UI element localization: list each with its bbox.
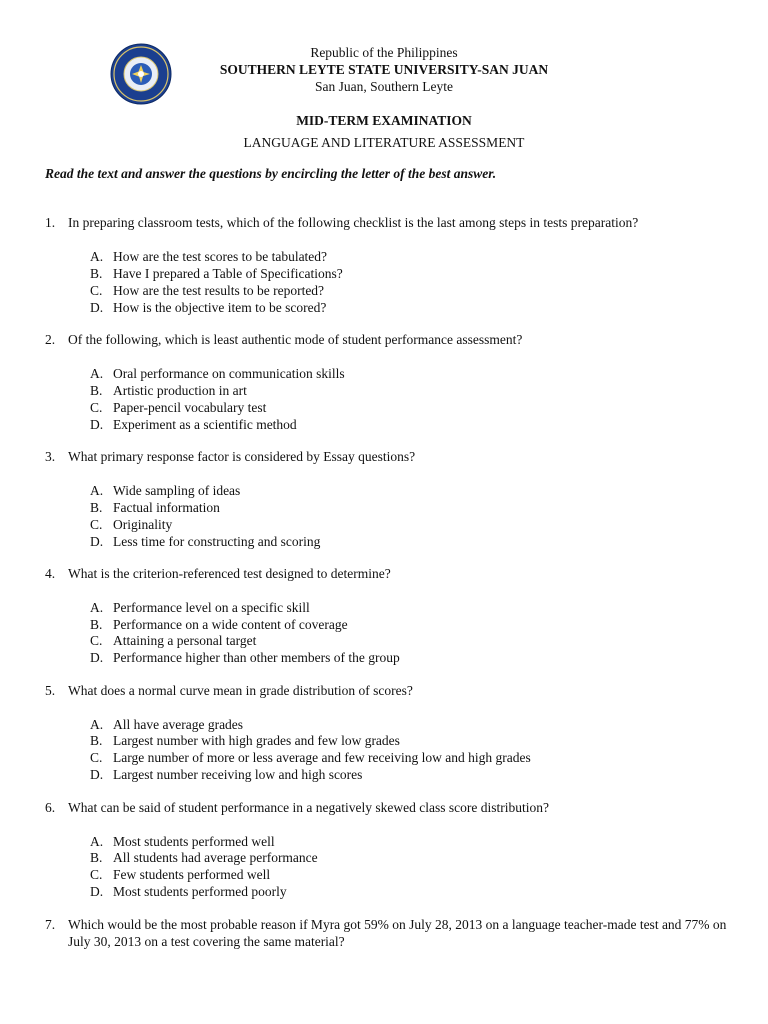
option-letter: D. [90,300,104,315]
option[interactable] [90,749,531,766]
option[interactable] [90,533,320,550]
option[interactable] [90,382,247,399]
question-number: 3. [45,449,56,464]
option[interactable] [90,365,345,382]
option[interactable] [90,482,240,499]
option[interactable] [90,265,343,282]
option-letter: A. [90,717,104,732]
option[interactable] [90,883,287,900]
option-text: Largest number receiving low and high scores [113,767,363,782]
option[interactable] [90,716,243,733]
question-stem: Which would be the most probable reason if Myra got 59% on July 28, 2013 on a language teacher-made test and 77% on July 30, 2013 on a test covering the same material? [68,917,727,949]
option[interactable] [90,632,256,649]
option-text: Originality [113,517,173,532]
question-stem: What does a normal curve mean in grade distribution of scores? [68,683,413,698]
option[interactable] [90,616,348,633]
option-letter: C. [90,867,103,882]
question-stem: What can be said of student performance in a negatively skewed class score distribution? [68,800,549,815]
option-letter: A. [90,483,104,498]
option-text: All have average grades [113,717,244,732]
option-text: Paper-pencil vocabulary test [113,400,267,415]
option-letter: C. [90,633,103,648]
option[interactable] [90,516,172,533]
question-stem: In preparing classroom tests, which of the following checklist is the last among steps in tests preparation? [68,215,639,230]
question-number: 6. [45,800,56,815]
option-letter: A. [90,834,104,849]
question-number: 2. [45,332,56,347]
header-university: SOUTHERN LEYTE STATE UNIVERSITY-SAN JUAN [219,62,549,77]
option[interactable] [90,833,275,850]
option-text: All students had average performance [113,850,318,865]
option-text: Large number of more or less average and few receiving low and high grades [113,750,531,765]
option-letter: A. [90,249,104,264]
option-text: Have I prepared a Table of Specifications? [113,266,343,281]
option[interactable] [90,866,270,883]
option-letter: A. [90,366,104,381]
option-letter: B. [90,500,103,515]
header-address: San Juan, Southern Leyte [315,79,453,94]
option[interactable] [90,649,400,666]
question-number: 7. [45,917,56,932]
option-text: Most students performed poorly [113,884,287,899]
option-text: Less time for constructing and scoring [113,534,321,549]
option[interactable] [90,849,318,866]
option-letter: B. [90,266,103,281]
header-republic: Republic of the Philippines [310,45,458,60]
option[interactable] [90,766,362,783]
option-text: Performance level on a specific skill [113,600,310,615]
option-letter: A. [90,600,104,615]
option[interactable] [90,732,400,749]
option-letter: C. [90,283,103,298]
option[interactable] [90,282,324,299]
option-letter: D. [90,534,104,549]
option-text: Artistic production in art [113,383,247,398]
option-letter: D. [90,417,104,432]
option-letter: B. [90,617,103,632]
question-number: 1. [45,215,56,230]
option-text: Most students performed well [113,834,275,849]
option-text: How are the test scores to be tabulated? [113,249,328,264]
option-letter: C. [90,750,103,765]
option[interactable] [90,299,326,316]
question-stem: What primary response factor is considered by Essay questions? [68,449,416,464]
option-text: Performance on a wide content of coverage [113,617,348,632]
option-letter: D. [90,767,104,782]
option[interactable] [90,416,297,433]
exam-instructions: Read the text and answer the questions by encircling the letter of the best answer. [45,166,497,181]
exam-subtitle: LANGUAGE AND LITERATURE ASSESSMENT [243,135,525,150]
question-stem: What is the criterion-referenced test designed to determine? [68,566,391,581]
option-letter: B. [90,850,103,865]
option-text: Wide sampling of ideas [113,483,241,498]
option[interactable] [90,248,327,265]
option[interactable] [90,599,310,616]
option-text: Performance higher than other members of the group [113,650,400,665]
option-text: How is the objective item to be scored? [113,300,327,315]
option-letter: B. [90,383,103,398]
option-letter: D. [90,650,104,665]
option-letter: D. [90,884,104,899]
question-number: 5. [45,683,56,698]
question-stem: Of the following, which is least authentic mode of student performance assessment? [68,332,523,347]
option-text: Oral performance on communication skills [113,366,345,381]
option-text: Attaining a personal target [113,633,257,648]
option-text: How are the test results to be reported? [113,283,325,298]
option-text: Largest number with high grades and few low grades [113,733,400,748]
exam-title: MID-TERM EXAMINATION [296,113,472,128]
option-text: Experiment as a scientific method [113,417,297,432]
option[interactable] [90,399,266,416]
question-number: 4. [45,566,56,581]
document-header [0,44,768,95]
option[interactable] [90,499,220,516]
option-text: Factual information [113,500,220,515]
option-letter: B. [90,733,103,748]
option-text: Few students performed well [113,867,271,882]
option-letter: C. [90,517,103,532]
option-letter: C. [90,400,103,415]
